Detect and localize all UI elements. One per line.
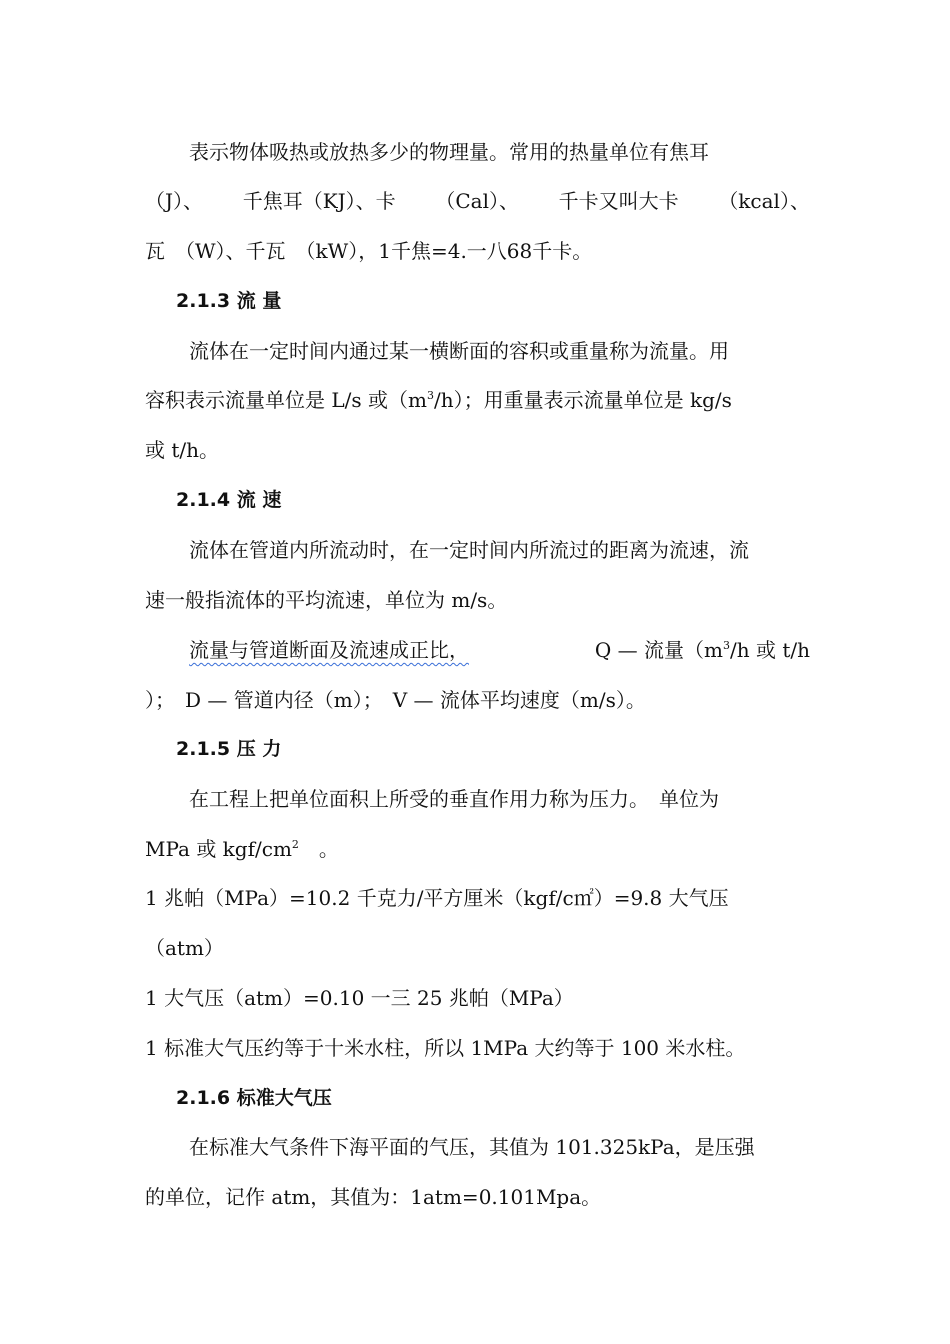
paragraph-proportion-line-2: ）； D — 管道内径（m）； V — 流体平均速度（m/s）。 xyxy=(145,688,646,712)
proportion-statement: 流量与管道断面及流速成正比， xyxy=(189,638,469,662)
paragraph-atmosphere-line-1: 在标准大气条件下海平面的气压，其值为 101.325kPa，是压强 xyxy=(189,1135,755,1159)
unit-joule: （J）、 xyxy=(145,189,204,213)
symbol-q-flow: Q — 流量（m xyxy=(594,638,723,662)
pressure-conversion-1: 1 兆帕（MPa）=10.2 千克力/平方厘米（kgf/c㎡）=9.8 大气压 xyxy=(145,886,729,910)
paragraph-heat-line-2 xyxy=(145,187,810,215)
paragraph-pressure-line-2: MPa 或 kgf/$cm^2$ 。 xyxy=(145,837,339,861)
paragraph-velocity-line-2: 速一般指流体的平均流速，单位为 m/s。 xyxy=(145,588,508,612)
paragraph-proportion-line-1 xyxy=(189,636,810,664)
paragraph-atmosphere-line-2: 的单位，记作 atm，其值为：1atm=0.101Mpa。 xyxy=(145,1185,602,1209)
paragraph-flow-line-1: 流体在一定时间内通过某一横断面的容积或重量称为流量。用 xyxy=(189,339,729,363)
unit-kilocalorie-label: 千卡又叫大卡 xyxy=(558,189,679,213)
superscript-2: 2 xyxy=(291,838,299,851)
heading-flow: 2.1.3 流 量 xyxy=(176,290,282,312)
paragraph-flow-line-3: 或 t/h。 xyxy=(145,438,220,462)
paragraph-heat-line-3: 瓦 （W）、千瓦 （kW），1千焦=4.一八68千卡。 xyxy=(145,239,593,263)
paragraph-flow-line-2 xyxy=(145,386,810,414)
flow-units: /h 或 t/h xyxy=(730,638,810,662)
paragraph-pressure-line-1: 在工程上把单位面积上所受的垂直作用力称为压力。 单位为 xyxy=(189,787,719,811)
unit-kilojoule: 千焦耳（KJ）、卡 xyxy=(242,189,396,213)
heading-standard-atmosphere: 2.1.6 标准大气压 xyxy=(176,1087,332,1109)
superscript-3: 3 xyxy=(426,389,434,402)
unit-calorie: （Cal）、 xyxy=(435,189,519,213)
unit-kilocalorie: （kcal）、 xyxy=(718,189,810,213)
superscript-3: 3 xyxy=(723,639,730,652)
pressure-conversion-2: 1 大气压（atm）=0.10 一三 25 兆帕（MPa） xyxy=(145,986,574,1010)
flow-weight-unit: /h）；用重量表示流量单位是 kg/s xyxy=(433,388,732,412)
heading-velocity: 2.1.4 流 速 xyxy=(176,489,282,511)
pressure-conversion-1-cont: （atm） xyxy=(145,936,224,960)
flow-volume-unit: 容积表示流量单位是 L/s 或（m xyxy=(145,388,427,412)
heading-pressure: 2.1.5 压 力 xyxy=(176,738,282,760)
pressure-conversion-3: 1 标准大气压约等于十米水柱，所以 1MPa 大约等于 100 米水柱。 xyxy=(145,1036,746,1060)
paragraph-heat-line-1: 表示物体吸热或放热多少的物理量。常用的热量单位有焦耳 xyxy=(189,140,709,164)
pressure-units: MPa 或 kgf/cm xyxy=(145,837,292,861)
paragraph-velocity-line-1: 流体在管道内所流动时，在一定时间内所流过的距离为流速，流 xyxy=(189,538,749,562)
